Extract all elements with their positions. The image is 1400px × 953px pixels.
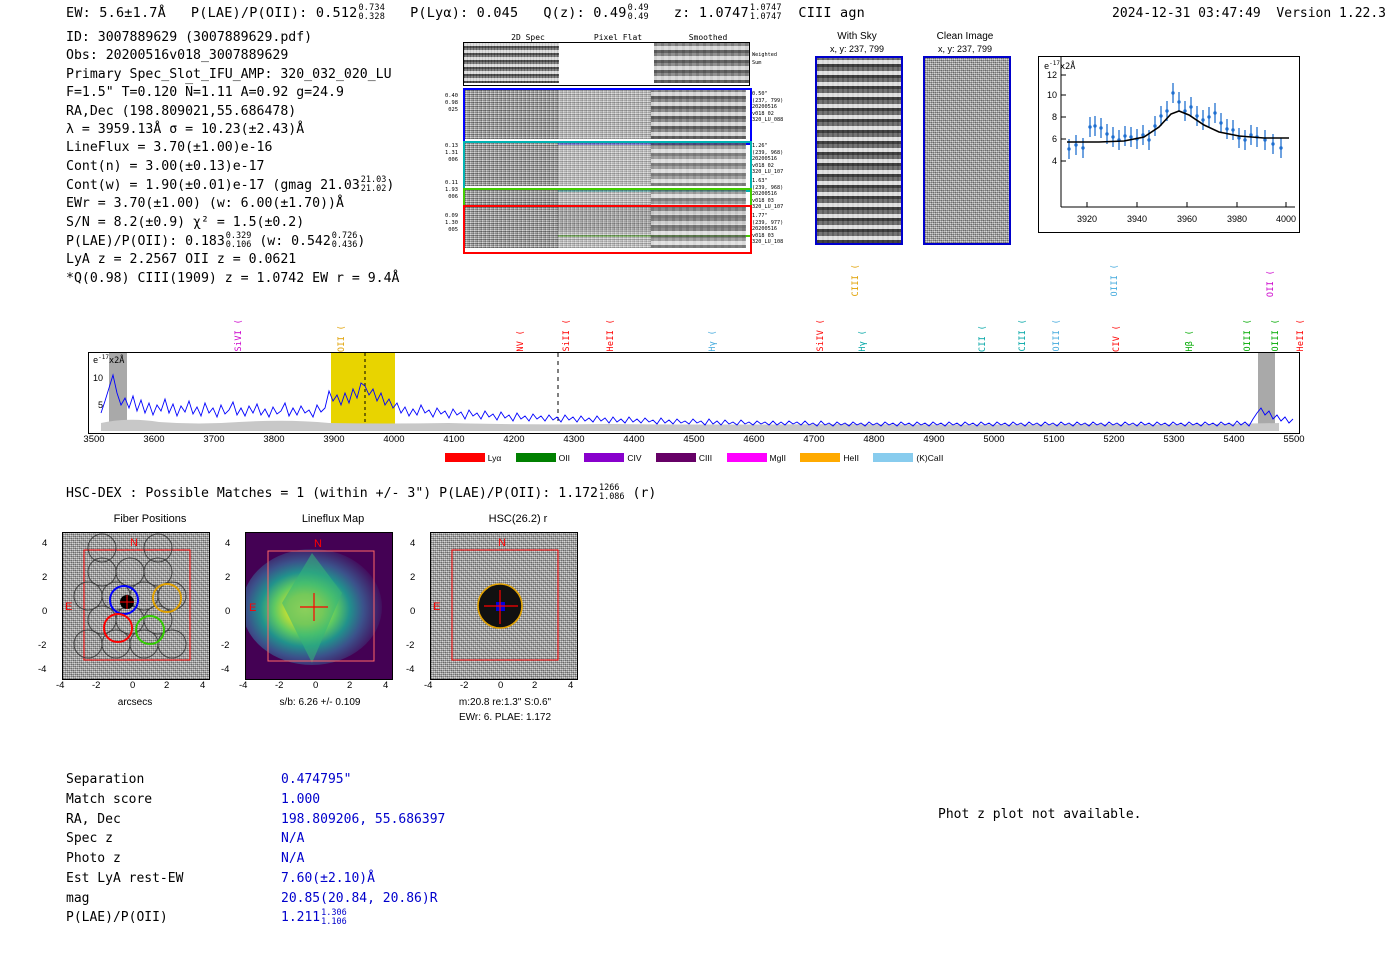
row-value: 20.85(20.84, 20.86)R: [281, 890, 438, 906]
row-value: 1.211: [281, 910, 321, 926]
row-value: 0.474795": [281, 772, 352, 787]
fiber-row: [463, 205, 752, 254]
header-plya: P(Lyα): 0.045: [410, 4, 519, 21]
svg-text:3940: 3940: [1126, 214, 1148, 224]
info-slot: Primary Spec_Slot_IFU_AMP: 320_032_020_LU: [66, 66, 392, 82]
line-label: CII (: [978, 324, 988, 352]
info-lambda: λ = 3959.13Å σ = 10.23(±2.43)Å: [66, 121, 305, 137]
with-sky-image: [815, 56, 903, 245]
full-spectrum-plot: [88, 352, 1300, 434]
info-radec: RA,Dec (198.809021,55.686478): [66, 103, 297, 119]
legend-label: CIV: [627, 453, 642, 463]
svg-text:4000: 4000: [1275, 214, 1297, 224]
row-value: N/A: [281, 851, 305, 866]
clean-image-coords: x, y: 237, 799: [937, 44, 993, 54]
spectrum-legend: [0, 453, 1400, 463]
fiber-row-left-stats: 0.40 0.98 025: [445, 93, 458, 114]
table-row: [66, 849, 445, 869]
hsc-cutout-xlabel: m:20.8 re:1.3" S:0.6": [458, 697, 552, 708]
line-label: CIV (: [1112, 324, 1122, 352]
svg-text:4: 4: [1051, 156, 1057, 166]
svg-text:6: 6: [1051, 134, 1057, 144]
fiber-positions-title: Fiber Positions: [113, 513, 187, 525]
line-marker-labels: [88, 264, 1306, 352]
line-label: Hγ (: [858, 330, 868, 352]
header-qz-bounds: 0.49 0.49: [627, 3, 649, 22]
line-label: OII (: [1266, 269, 1276, 297]
info-q: *Q(0.98) CIII(1909) z = 1.0742 EW r = 9.4Å: [66, 270, 400, 286]
info-id: ID: 3007889629 (3007889629.pdf): [66, 30, 313, 45]
svg-text:N: N: [130, 537, 138, 549]
info-params: F=1.5" T=0.120 N̅=1.11 A=0.92 g=24.9: [66, 85, 344, 101]
fiber-row-left-stats: 0.11 1.93 006: [445, 180, 458, 201]
table-row: [66, 889, 445, 909]
fiber-row: [463, 88, 752, 145]
info-contw: Cont(w) = 1.90(±0.01)e-17 (gmag 21.0321.03 21.02): [66, 175, 395, 194]
lineflux-map-panel: 4 2 0 -2 -4 N E: [245, 532, 420, 678]
line-label: CIII (: [851, 264, 861, 297]
svg-text:12: 12: [1046, 70, 1057, 80]
row-key: Photo z: [66, 851, 121, 866]
header-plae: P(LAE)/P(OII): 0.512: [190, 4, 358, 21]
fiber-row-right-meta: 1.63" (239, 968) 20200516 v018 03 320_LU_107: [752, 178, 784, 210]
legend-label: (K)CaII: [916, 453, 944, 463]
line-label: HeII (: [606, 319, 616, 352]
line-label: SiVI (: [234, 319, 244, 352]
table-row: [66, 869, 445, 889]
header-z: z: 1.0747: [673, 4, 749, 21]
svg-text:E: E: [249, 602, 257, 614]
header-class: CIII agn: [798, 4, 865, 21]
header-datetime: 2024-12-31 03:47:49: [1112, 6, 1261, 21]
svg-text:N: N: [498, 537, 506, 549]
table-row: [66, 770, 445, 790]
fiber-positions-panel: 4 2 0 -2 -4 N E: [62, 532, 237, 678]
line-label: NV (: [516, 330, 526, 352]
header-version: Version 1.22.3: [1276, 6, 1386, 21]
match-properties-table: [66, 770, 445, 928]
header-plae-bounds: 0.734 0.328: [358, 3, 386, 22]
object-info-block: [66, 29, 399, 288]
line-label: OIII (: [1243, 319, 1253, 352]
svg-text:10: 10: [1046, 90, 1057, 100]
table-row: [66, 908, 445, 928]
legend-label: MgII: [769, 453, 787, 463]
legend-swatch: [656, 453, 696, 462]
svg-text:8: 8: [1051, 112, 1057, 122]
weighted-sum-label: Weighted Sum: [752, 52, 777, 66]
fiber-row-right-meta: 1.77" (239, 977) 20200516 v018 03 320_LU_108: [752, 213, 784, 245]
row-key: mag: [66, 890, 90, 906]
spectrum-xticks: 3500 3600 3700 3800 3900 4000 4100 4200 4300 4400 4500 4600 4700 4800 4900 5000 5100 5200 5300 5400 5500: [83, 434, 1305, 445]
header-ew: EW: 5.6±1.7Å: [66, 4, 166, 21]
fiber-row-left-stats: 0.09 1.30 005: [445, 213, 458, 234]
hsc-cutout-title: HSC(26.2) r: [488, 513, 548, 525]
svg-text:N: N: [314, 538, 322, 550]
line-fit-ylabel: $e^{-17}x2Å$: [1044, 60, 1076, 72]
legend-swatch: [445, 453, 485, 462]
table-row: [66, 829, 445, 849]
table-row: [66, 810, 445, 830]
hscdex-bounds: 1266 1.086: [598, 483, 625, 502]
line-label: SiIV (: [816, 319, 826, 352]
line-label: OII (: [337, 324, 347, 352]
legend-swatch: [727, 453, 767, 462]
panel-title-2dspec: 2D Spec: [511, 33, 545, 42]
fiber-positions-xlabel: arcsecs: [117, 697, 153, 708]
fiber-row-right-meta: 1.26" (239, 968) 20200516 v018 02 320_LU_107: [752, 143, 784, 175]
svg-text:E: E: [65, 601, 73, 613]
line-label: OIII (: [1110, 264, 1120, 297]
row-key: Match score: [66, 791, 153, 807]
hscdex-header: [66, 484, 656, 502]
svg-text:3960: 3960: [1176, 214, 1198, 224]
legend-label: HeII: [843, 453, 860, 463]
header-qz: Q(z): 0.49: [543, 4, 627, 21]
legend-swatch: [516, 453, 556, 462]
row-key: Separation: [66, 772, 145, 787]
legend-label: Lyα: [487, 453, 502, 463]
fiber-row-right-meta: 0.50" (237, 799) 20200516 v018 02 320_LU_088: [752, 91, 784, 123]
hscdex-text: HSC-DEX : Possible Matches = 1 (within +/- 3") P(LAE)/P(OII): 1.172: [66, 485, 598, 501]
row-value: 7.60(±2.10)Å: [281, 870, 375, 886]
legend-swatch: [800, 453, 840, 462]
legend-label: OII: [558, 453, 570, 463]
lineflux-map-xlabel: s/b: 6.26 +/- 0.109: [279, 697, 361, 708]
panel-title-pixelflat: Pixel Flat: [593, 33, 643, 42]
line-fit-plot: [1038, 56, 1300, 233]
row-value-bounds: 1.306 1.106: [321, 907, 347, 927]
photz-note: Phot z plot not available.: [938, 807, 1142, 822]
fiber-row-left-stats: 0.13 1.31 006: [445, 143, 458, 164]
line-label: SiII (: [562, 319, 572, 352]
hsc-cutout-panel: 4 2 0 -2 -4 N E: [430, 532, 605, 678]
svg-text:3980: 3980: [1226, 214, 1248, 224]
svg-text:3920: 3920: [1076, 214, 1098, 224]
info-obs: Obs: 20200516v018_3007889629: [66, 48, 289, 64]
row-value: 198.809206, 55.686397: [281, 811, 446, 827]
header-datetime-version: [1112, 6, 1386, 21]
panel-title-smoothed: Smoothed: [688, 33, 728, 42]
legend-swatch: [584, 453, 624, 462]
svg-text:10: 10: [92, 373, 103, 383]
info-plae: P(LAE)/P(OII): 0.1830.329 0.106 (w: 0.5420.726 0.436): [66, 231, 366, 250]
svg-text:5: 5: [97, 400, 103, 410]
with-sky-title: With Sky: [837, 31, 877, 42]
line-label: OIII (: [1271, 319, 1281, 352]
line-label: CIII (: [1018, 319, 1028, 352]
table-row: [66, 790, 445, 810]
legend-swatch: [873, 453, 913, 462]
legend-label: CIII: [698, 453, 713, 463]
line-label: OIII (: [1052, 319, 1062, 352]
info-sn: S/N = 8.2(±0.9) χ² = 1.5(±0.2): [66, 214, 305, 230]
row-value: N/A: [281, 831, 305, 847]
info-lineflux: LineFlux = 3.70(±1.00)e-16: [66, 140, 273, 156]
row-key: Spec z: [66, 831, 113, 847]
spectrum-ylabel: $e^{-17}x2Å$: [93, 354, 125, 366]
hscdex-tail: (r): [632, 485, 657, 501]
svg-text:E: E: [433, 601, 441, 613]
info-redshifts: LyA z = 2.2567 OII z = 0.0621: [66, 252, 297, 268]
info-ewr: EWr = 3.70(±1.00) (w: 6.00(±1.70))Å: [66, 196, 344, 212]
line-label: Hβ (: [1185, 330, 1195, 352]
lineflux-map-title: Lineflux Map: [301, 513, 365, 525]
header-summary: [66, 4, 865, 22]
hsc-cutout-caption: EWr: 6. PLAE: 1.172: [458, 712, 552, 723]
clean-image: [923, 56, 1011, 245]
row-value: 1.000: [281, 791, 321, 807]
fiber-row: [463, 141, 752, 192]
header-z-bounds: 1.0747 1.0747: [749, 3, 782, 22]
clean-image-title: Clean Image: [936, 31, 994, 42]
info-contn: Cont(n) = 3.00(±0.13)e-17: [66, 158, 265, 174]
row-key: Est LyA rest-EW: [66, 870, 184, 886]
line-label: HeII (: [1296, 319, 1306, 352]
with-sky-coords: x, y: 237, 799: [829, 44, 885, 54]
row-key: P(LAE)/P(OII): [66, 910, 168, 926]
line-label: Hγ (: [708, 330, 718, 352]
weighted-sum-row: [463, 42, 750, 86]
row-key: RA, Dec: [66, 811, 121, 827]
